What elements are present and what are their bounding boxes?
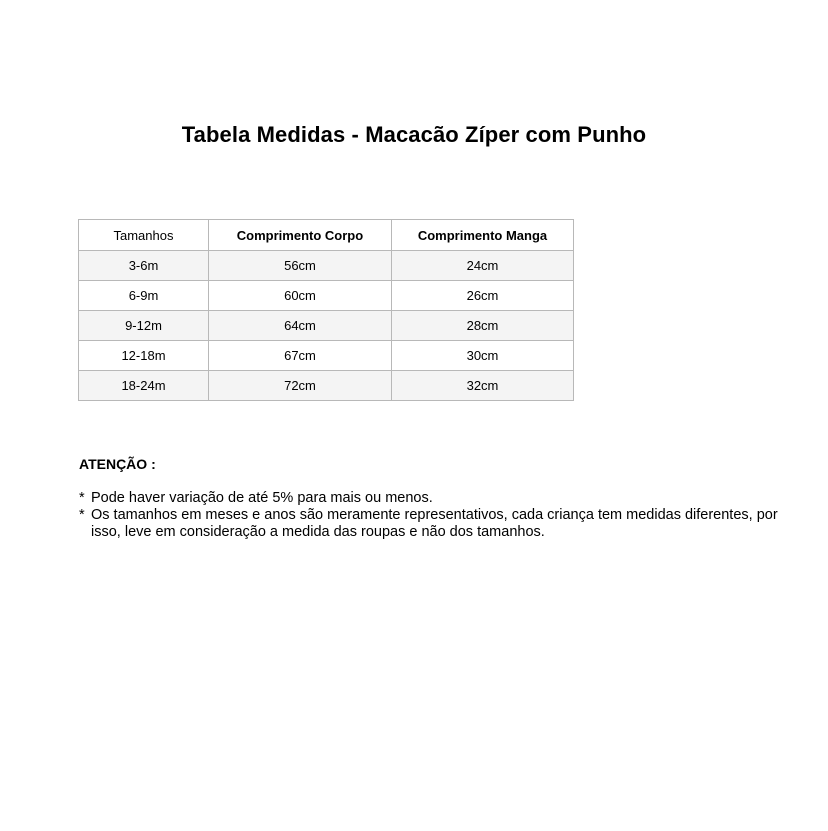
table-header-row (79, 220, 574, 251)
table-row (79, 311, 574, 341)
cell-sleeve-length: 32cm (392, 371, 574, 401)
notice-item (79, 490, 779, 507)
cell-sleeve-length: 30cm (392, 341, 574, 371)
size-table (78, 219, 574, 401)
cell-body-length: 67cm (209, 341, 392, 371)
note-bullet: * (79, 507, 85, 523)
cell-size: 9-12m (79, 311, 209, 341)
cell-body-length: 60cm (209, 281, 392, 311)
table-row (79, 281, 574, 311)
table-row (79, 371, 574, 401)
cell-size: 3-6m (79, 251, 209, 281)
cell-sleeve-length: 28cm (392, 311, 574, 341)
notice-heading: ATENÇÃO : (79, 456, 156, 472)
cell-sleeve-length: 26cm (392, 281, 574, 311)
note-text: Os tamanhos em meses e anos são meramente representativos, cada criança tem medidas diferentes, por isso, leve em consideração a medida das roupas e não dos tamanhos. (91, 507, 778, 540)
note-text: Pode haver variação de até 5% para mais ou menos. (91, 490, 433, 506)
header-comprimento-corpo: Comprimento Corpo (209, 220, 392, 251)
cell-size: 12-18m (79, 341, 209, 371)
header-comprimento-manga: Comprimento Manga (392, 220, 574, 251)
cell-size: 18-24m (79, 371, 209, 401)
table-row (79, 341, 574, 371)
page-title: Tabela Medidas - Macacão Zíper com Punho (181, 122, 647, 147)
cell-sleeve-length: 24cm (392, 251, 574, 281)
cell-body-length: 64cm (209, 311, 392, 341)
cell-body-length: 56cm (209, 251, 392, 281)
cell-body-length: 72cm (209, 371, 392, 401)
notice-item (79, 507, 779, 541)
notice-list (79, 490, 779, 541)
table-row (79, 251, 574, 281)
header-tamanhos: Tamanhos (79, 220, 209, 251)
cell-size: 6-9m (79, 281, 209, 311)
note-bullet: * (79, 490, 85, 506)
